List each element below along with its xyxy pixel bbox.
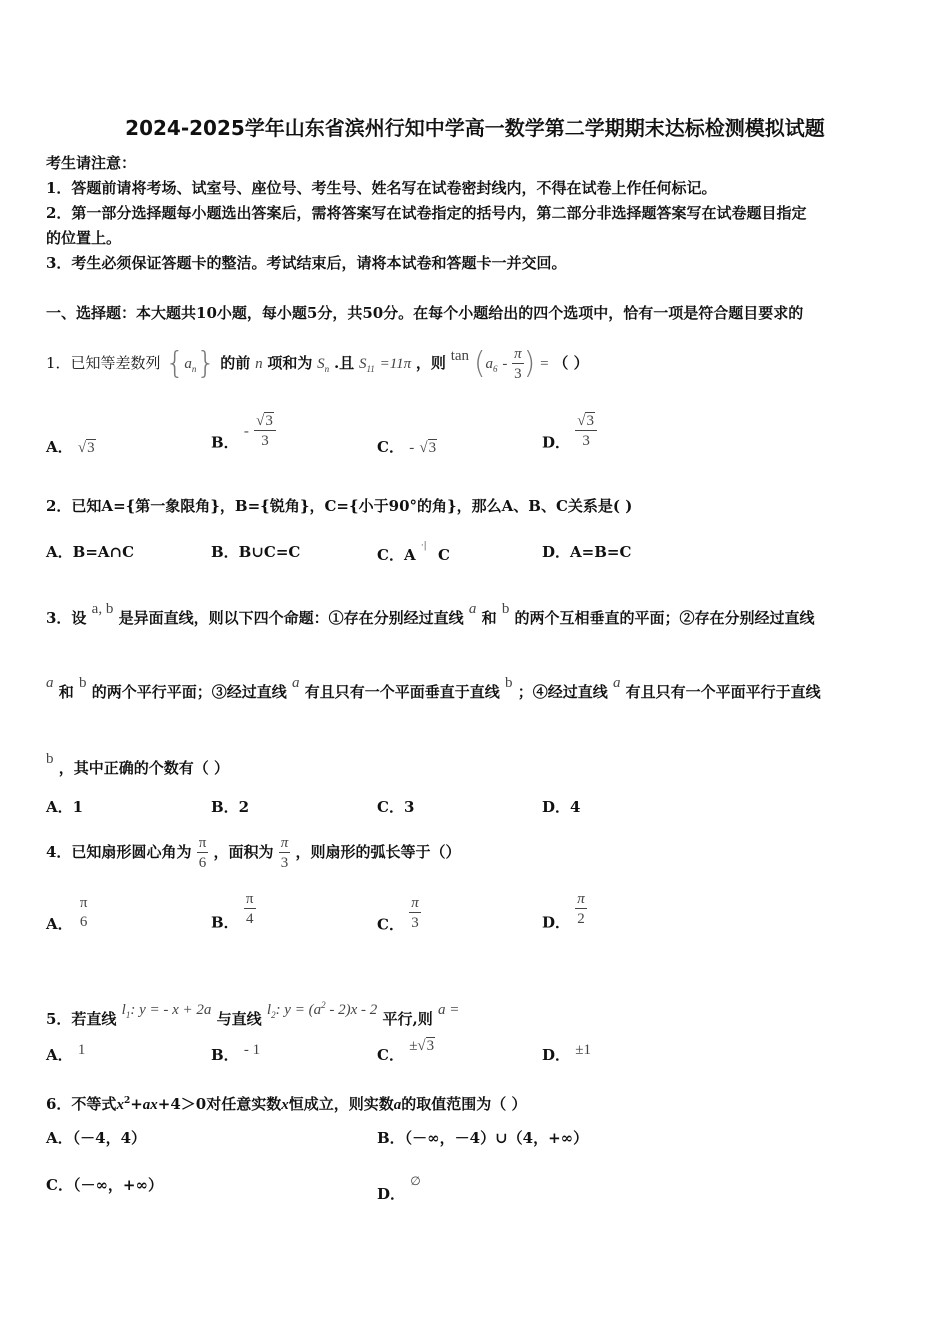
subset-icon: ·|	[420, 541, 427, 551]
q3-option-a[interactable]: A．1	[46, 798, 84, 816]
question-4: 4．已知扇形圆心角为 $\frac{\pi}{6}$ ，面积为 $\frac{\pi}{3}$ ，则扇形的弧长等于（）	[46, 834, 461, 871]
left-paren-icon: (	[473, 346, 486, 381]
q6-option-a[interactable]: A．（－4，4）	[46, 1129, 147, 1147]
q1-text-3: 项和为	[267, 354, 313, 372]
q4-option-c[interactable]: C． $\frac{\pi}{3}$	[377, 895, 419, 934]
q5-line-1-eq: $l_1$: y = - x + 2a	[121, 1002, 212, 1020]
q1-math-a6: $a_6$	[485, 356, 498, 374]
q5-option-a[interactable]: A． 1	[46, 1042, 86, 1064]
q3-option-b[interactable]: B．2	[211, 798, 250, 816]
q1-text-2: 的前	[220, 354, 251, 372]
q5-line-2-eq: $l_2$: $y = (a^2 - 2)x - 2$	[266, 1000, 378, 1020]
q1-math-sn: $S_n$	[317, 356, 330, 374]
right-brace-icon: }	[196, 346, 216, 381]
question-5: 5．若直线 $l_1$: y = - x + 2a 与直线 $l_2$: $y = (a^2 - 2)x - 2$ 平行,则 a =	[46, 1000, 460, 1028]
right-paren-icon: )	[523, 346, 536, 381]
q2-option-b[interactable]: B．B∪C=C	[211, 543, 301, 561]
q4-option-d[interactable]: D． $\frac{\pi}{2}$	[542, 891, 585, 932]
q1-option-a[interactable]: A． √3	[46, 438, 95, 456]
question-3-line-2: a 和 b 的两个平行平面；③经过直线 a 有且只有一个平面垂直于直线 b ；④经过直线 a 有且只有一个平面平行于直线	[46, 675, 821, 701]
q2-option-a[interactable]: A．B=A∩C	[46, 543, 135, 561]
q5-option-d[interactable]: D． ±1	[542, 1042, 591, 1064]
q1-math-tan: tan	[450, 348, 470, 364]
q1-math-equals: =	[540, 356, 549, 372]
q1-text-5: ，则	[415, 354, 446, 372]
q2-option-c[interactable]: C．A ·| C	[377, 541, 450, 564]
q1-text-4: .且	[333, 354, 355, 372]
q6-option-b[interactable]: B．（－∞，－4）∪（4，+∞）	[377, 1129, 589, 1147]
question-3-line-3: b ，其中正确的个数有（ ）	[46, 751, 229, 777]
notice-heading: 考生请注意：	[46, 154, 137, 172]
section-heading: 一、选择题：本大题共10小题，每小题5分，共50分。在每个小题给出的四个选项中，恰有一项是符合题目要求的	[46, 304, 804, 322]
q1-math-an: $a_n$	[184, 356, 197, 374]
q6-option-c[interactable]: C．（－∞，+∞）	[46, 1176, 163, 1194]
q5-option-b[interactable]: B． - 1	[211, 1042, 261, 1064]
q1-math-minus: -	[502, 356, 508, 372]
q1-option-d[interactable]: D． $\frac{√3}{3}$	[542, 412, 597, 453]
q1-frac-pi3: $\frac{\pi}{3}$	[514, 345, 522, 382]
page-title: 2024-2025学年山东省滨州行知中学高一数学第二学期期末达标检测模拟试题	[125, 116, 825, 140]
question-6: 6．不等式$x^2+ax+4>0$对任意实数x恒成立，则实数a的取值范围为（ ）	[46, 1095, 527, 1113]
empty-set-icon: ∅	[410, 1174, 421, 1188]
q2-option-d[interactable]: D．A=B=C	[542, 543, 632, 561]
q4-option-b[interactable]: B． $\frac{\pi}{4}$	[211, 891, 254, 932]
q1-option-c[interactable]: C． - √3	[377, 438, 437, 456]
q4-option-a[interactable]: A． π 6	[46, 895, 88, 933]
left-brace-icon: {	[165, 346, 185, 381]
q1-text-6: （ ）	[553, 354, 589, 372]
q1-math-eq: =11π	[379, 356, 412, 372]
q3-option-d[interactable]: D．4	[542, 798, 581, 816]
notice-item-3: 3．考生必须保证答题卡的整洁。考试结束后，请将本试卷和答题卡一并交回。	[46, 254, 567, 272]
question-1	[46, 336, 589, 382]
notice-item-2a: 2．第一部分选择题每小题选出答案后，需将答案写在试卷指定的括号内，第二部分非选择题答案写在试卷题目指定	[46, 204, 807, 222]
q1-option-b[interactable]: B． - $\frac{√3}{3}$	[211, 412, 276, 453]
notice-item-2b: 的位置上。	[46, 229, 122, 247]
q1-text-1: 1．已知等差数列	[46, 354, 161, 372]
notice-item-1: 1．答题前请将考场、试室号、座位号、考生号、姓名写在试卷密封线内，不得在试卷上作任何标记。	[46, 179, 717, 197]
q6-option-d[interactable]: D． ∅	[377, 1174, 421, 1203]
question-2: 2．已知A={第一象限角}，B={锐角}，C={小于90°的角}，那么A、B、C关系是( )	[46, 497, 633, 515]
q3-option-c[interactable]: C．3	[377, 798, 415, 816]
question-3-line-1: 3．设 a, b 是异面直线，则以下四个命题：①存在分别经过直线 a 和 b 的两个互相垂直的平面；②存在分别经过直线	[46, 601, 815, 627]
q5-option-c[interactable]: C． ±√3	[377, 1038, 435, 1064]
q1-math-n: n	[255, 356, 263, 372]
q1-math-s11: $S_{11}$	[358, 356, 375, 374]
